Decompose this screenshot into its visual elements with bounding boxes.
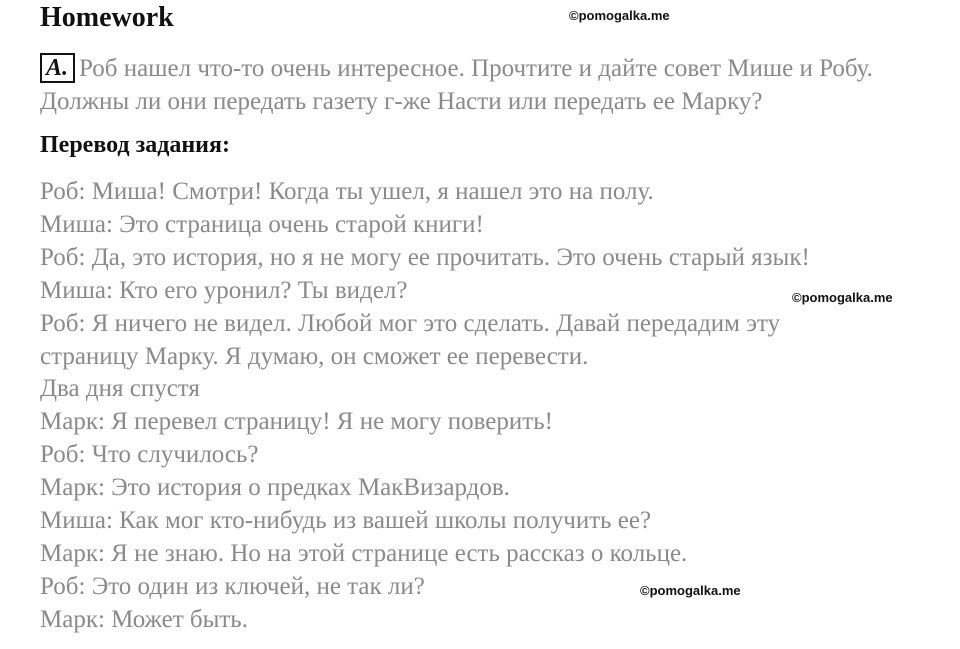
- dialog-line: Марк: Может быть.: [40, 605, 248, 633]
- dialog-line: Роб: Да, это история, но я не могу ее прочитать. Это очень старый язык!: [40, 243, 810, 271]
- dialog-line: Миша: Кто его уронил? Ты видел?: [40, 276, 408, 304]
- task-text: Роб нашел что-то очень интересное. Прочтите и дайте совет Мише и Робу. Должны ли они передать газету г-же Насти или передать ее Марку?: [40, 55, 873, 115]
- dialog-line: страницу Марку. Я думаю, он сможет ее перевести.: [40, 342, 589, 370]
- dialog-list: [40, 176, 920, 637]
- dialog-line: Марк: Я перевел страницу! Я не могу поверить!: [40, 408, 553, 436]
- translation-heading: Перевод задания:: [40, 132, 230, 158]
- task-paragraph: [40, 52, 920, 118]
- watermark: ©pomogalka.me: [792, 290, 893, 305]
- watermark: ©pomogalka.me: [569, 8, 670, 23]
- dialog-line: Роб: Это один из ключей, не так ли?: [40, 572, 425, 600]
- dialog-line: Роб: Что случилось?: [40, 441, 259, 469]
- dialog-line: Марк: Я не знаю. Но на этой странице есть рассказ о кольце.: [40, 539, 688, 567]
- dialog-line: Миша: Как мог кто-нибудь из вашей школы получить ее?: [40, 507, 652, 535]
- task-label-badge: A.: [40, 53, 75, 83]
- dialog-line: Миша: Это страница очень старой книги!: [40, 210, 484, 238]
- dialog-line: Марк: Это история о предках МакВизардов.: [40, 474, 510, 502]
- dialog-line: Два дня спустя: [40, 375, 200, 403]
- dialog-line: Роб: Я ничего не видел. Любой мог это сделать. Давай передадим эту: [40, 309, 781, 337]
- page-title: Homework: [40, 2, 174, 33]
- watermark: ©pomogalka.me: [640, 583, 741, 598]
- dialog-line: Роб: Миша! Смотри! Когда ты ушел, я нашел это на полу.: [40, 178, 654, 205]
